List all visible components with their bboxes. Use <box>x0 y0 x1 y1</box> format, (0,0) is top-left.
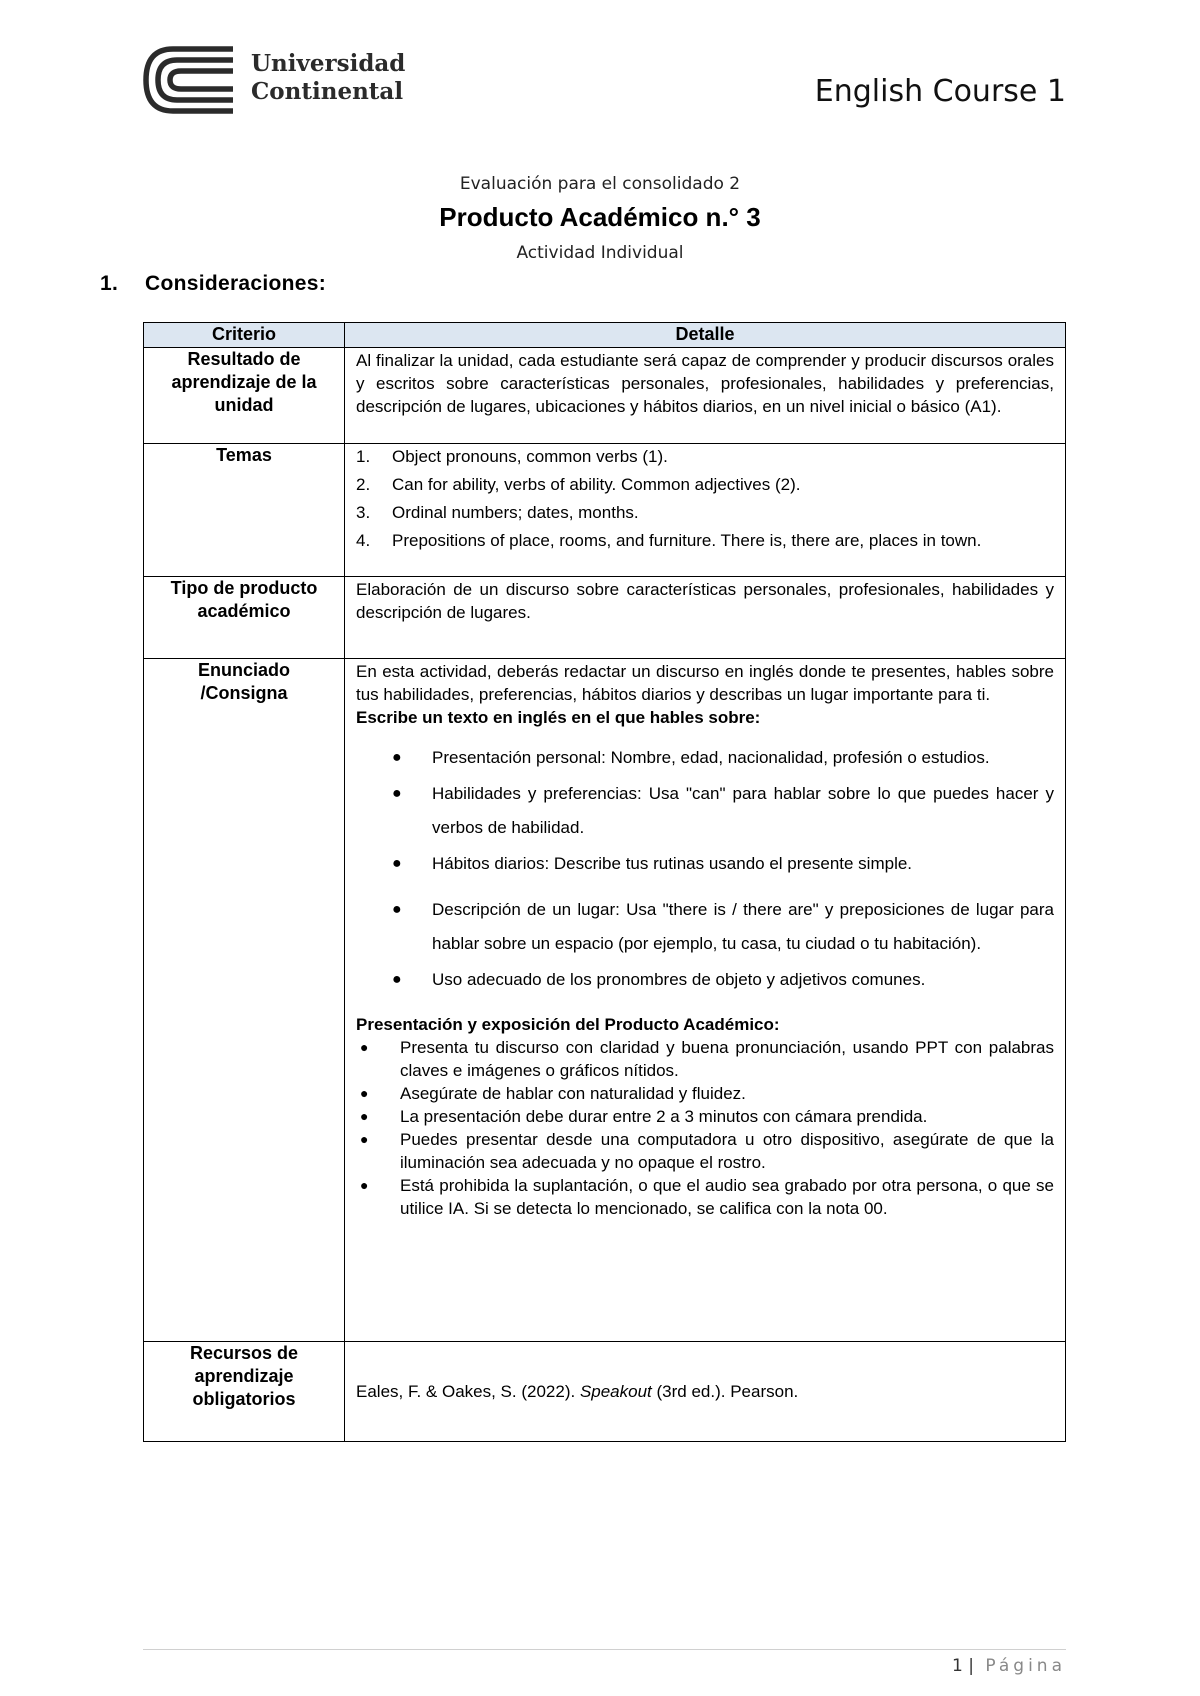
row-label-tipo: Tipo de producto académico <box>144 577 345 659</box>
page-title: Producto Académico n.° 3 <box>439 202 761 232</box>
list-item: ● La presentación debe durar entre 2 a 3 minutos con cámara prendida. <box>360 1107 928 1126</box>
footer-divider <box>143 1649 1066 1650</box>
evaluation-subtitle: Evaluación para el consolidado 2 <box>459 174 741 194</box>
page-number: 1 <box>952 1656 963 1676</box>
page-footer: 1 | Página <box>952 1656 1066 1676</box>
escribe-heading: Escribe un texto en inglés en el que hables sobre: <box>356 708 761 727</box>
enunciado-cell <box>345 659 1066 1342</box>
recursos-citation: Eales, F. & Oakes, S. (2022). Speakout (3rd ed.). Pearson. <box>345 1342 1066 1442</box>
header-criterio: Criterio <box>144 323 345 348</box>
list-item: ● Uso adecuado de los pronombres de objeto y adjetivos comunes. <box>392 970 926 989</box>
presentation-rules-list <box>356 1036 1054 1220</box>
table-row <box>144 577 1066 659</box>
table-row <box>144 659 1066 1342</box>
row-label-temas: Temas <box>144 444 345 577</box>
university-name: Universidad Continental <box>251 50 406 105</box>
temas-list <box>356 445 1054 552</box>
table-row <box>144 348 1066 444</box>
writing-points-list <box>356 741 1054 997</box>
presentacion-heading: Presentación y exposición del Producto Académico: <box>356 1015 780 1034</box>
resultado-text: Al finalizar la unidad, cada estudiante será capaz de comprender y producir discursos orales y escritos sobre características personales, profesionales, habilidades y preferencias, descripción de lugares, ubicaciones y hábitos diarios, en un nivel inicial o básico (A1). <box>345 348 1066 444</box>
list-item: 3. Ordinal numbers; dates, months. <box>356 503 639 522</box>
row-label-enunciado: Enunciado /Consigna <box>144 659 345 1342</box>
list-item: ● Presenta tu discurso con claridad y buena pronunciación, usando PPT con palabras claves e imágenes o gráficos nítidos. <box>360 1038 1054 1080</box>
row-label-recursos: Recursos de aprendizaje obligatorios <box>144 1342 345 1442</box>
table-header-row <box>144 323 1066 348</box>
row-label-resultado: Resultado de aprendizaje de la unidad <box>144 348 345 444</box>
page-word: Página <box>985 1656 1066 1676</box>
temas-list-cell <box>345 444 1066 577</box>
list-item: ● Presentación personal: Nombre, edad, nacionalidad, profesión o estudios. <box>392 748 990 767</box>
section-heading: 1. Consideraciones: <box>100 272 327 295</box>
list-item: 4. Prepositions of place, rooms, and furniture. There is, there are, places in town. <box>356 531 982 550</box>
list-item: 2. Can for ability, verbs of ability. Common adjectives (2). <box>356 475 801 494</box>
header-detalle: Detalle <box>345 323 1066 348</box>
list-item: ● Asegúrate de hablar con naturalidad y fluidez. <box>360 1084 746 1103</box>
enunciado-intro: En esta actividad, deberás redactar un discurso en inglés donde te presentes, hables sobre tus habilidades, preferencias, hábitos diarios y describas un lugar importante para ti. <box>356 662 1054 704</box>
activity-type: Actividad Individual <box>516 243 684 263</box>
tipo-text: Elaboración de un discurso sobre características personales, profesionales, habilidades y descripción de lugares. <box>345 577 1066 659</box>
list-item: ● Puedes presentar desde una computadora u otro dispositivo, asegúrate de que la iluminación sea adecuada y no opaque el rostro. <box>360 1130 1054 1172</box>
list-item: ● Habilidades y preferencias: Usa "can" para hablar sobre lo que puedes hacer y verbos de habilidad. <box>392 784 1054 837</box>
course-title: English Course 1 <box>814 74 1066 109</box>
table-row <box>144 444 1066 577</box>
list-item: ● Descripción de un lugar: Usa "there is / there are" y preposiciones de lugar para hablar sobre un espacio (por ejemplo, tu casa, tu ciudad o tu habitación). <box>392 900 1054 953</box>
table-row <box>144 1342 1066 1442</box>
considerations-table <box>143 322 1066 1442</box>
list-item: ● Hábitos diarios: Describe tus rutinas usando el presente simple. <box>392 854 913 873</box>
book-title: Speakout <box>579 1381 652 1401</box>
list-item: ● Está prohibida la suplantación, o que el audio sea grabado por otra persona, o que se utilice IA. Si se detecta lo mencionado, se califica con la nota 00. <box>360 1176 1054 1218</box>
list-item: 1. Object pronouns, common verbs (1). <box>356 447 668 466</box>
